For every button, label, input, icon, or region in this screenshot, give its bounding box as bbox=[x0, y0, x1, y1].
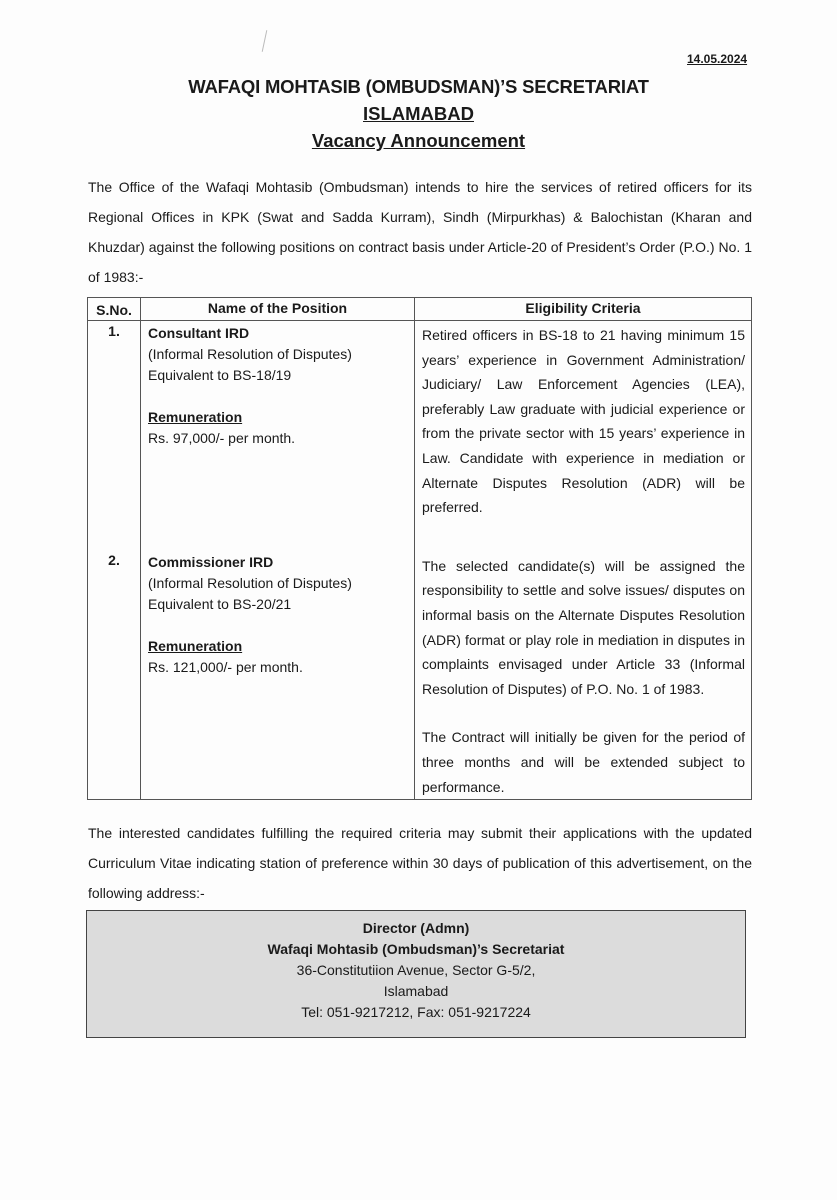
remuneration-value: Rs. 121,000/- per month. bbox=[148, 658, 303, 675]
table-row bbox=[88, 544, 752, 800]
table-row bbox=[88, 321, 752, 544]
city-heading bbox=[0, 103, 837, 125]
scan-mark bbox=[262, 30, 268, 52]
eligibility-cell bbox=[415, 544, 752, 800]
organization-title: WAFAQI MOHTASIB (OMBUDSMAN)’S SECRETARIAT bbox=[188, 76, 649, 97]
eligibility-text: Retired officers in BS-18 to 21 having minimum 15 years’ experience in Government Administration/ Judiciary/ Law Enforcement Agencies (LEA), preferably Law graduate with judicial experience or from the private sector with 15 years’ experience in Law. Candidate with experience in mediation or Alternate Disputes Resolution (ADR) will be preferred. bbox=[422, 327, 745, 516]
position-title: Consultant IRD bbox=[148, 325, 250, 341]
header-position: Name of the Position bbox=[141, 298, 415, 321]
vacancy-table bbox=[87, 297, 752, 800]
position-subtitle: (Informal Resolution of Disputes) bbox=[148, 346, 352, 362]
position-equivalent: Equivalent to BS-20/21 bbox=[148, 595, 292, 612]
document-title-text: Vacancy Announcement bbox=[311, 130, 526, 151]
address-organization: Wafaqi Mohtasib (Ombudsman)’s Secretariat bbox=[267, 941, 565, 957]
address-box bbox=[86, 910, 746, 1038]
row-sno: 1. bbox=[88, 321, 141, 544]
header-sno: S.No. bbox=[88, 298, 141, 321]
remuneration-label: Remuneration bbox=[148, 409, 243, 425]
position-cell bbox=[141, 321, 415, 544]
row-sno: 2. bbox=[88, 544, 141, 800]
city-text: ISLAMABAD bbox=[363, 103, 474, 124]
contract-terms-text: The Contract will initially be given for the period of three months and will be extended subject to performance. bbox=[422, 729, 745, 795]
document-date: 14.05.2024 bbox=[687, 52, 748, 66]
closing-paragraph: The interested candidates fulfilling the required criteria may submit their applications with the updated Curriculum Vitae indicating station of preference within 30 days of publication of this advertisement, on the following address:- bbox=[88, 825, 752, 901]
address-recipient: Director (Admn) bbox=[362, 920, 470, 936]
intro-paragraph: The Office of the Wafaqi Mohtasib (Ombudsman) intends to hire the services of retired officers for its Regional Offices in KPK (Swat and Sadda Kurram), Sindh (Mirpurkhas) & Balochistan (Kharan and Khuzdar) against the following positions on contract basis under Article-20 of President’s Order (P.O.) No. 1 of 1983:- bbox=[88, 179, 752, 285]
position-cell bbox=[141, 544, 415, 800]
table-header-row bbox=[88, 298, 752, 321]
address-contact: Tel: 051-9217212, Fax: 051-9217224 bbox=[301, 1004, 531, 1020]
address-city: Islamabad bbox=[383, 983, 449, 999]
document-title bbox=[0, 130, 837, 152]
position-subtitle: (Informal Resolution of Disputes) bbox=[148, 574, 352, 591]
address-street: 36-Constitutiion Avenue, Sector G-5/2, bbox=[296, 962, 536, 978]
position-equivalent: Equivalent to BS-18/19 bbox=[148, 367, 292, 383]
eligibility-text: The selected candidate(s) will be assigned the responsibility to settle and solve issues/ disputes on informal basis on the Alternate Disputes Resolution (ADR) format or play role in mediation in disputes in complaints envisaged under Article 33 (Informal Resolution of Disputes) of P.O. No. 1 of 1983. bbox=[422, 557, 745, 697]
header-eligibility: Eligibility Criteria bbox=[415, 298, 752, 321]
remuneration-value: Rs. 97,000/- per month. bbox=[148, 430, 296, 446]
position-title: Commissioner IRD bbox=[148, 553, 274, 570]
eligibility-cell bbox=[415, 321, 752, 544]
remuneration-label: Remuneration bbox=[148, 637, 243, 654]
